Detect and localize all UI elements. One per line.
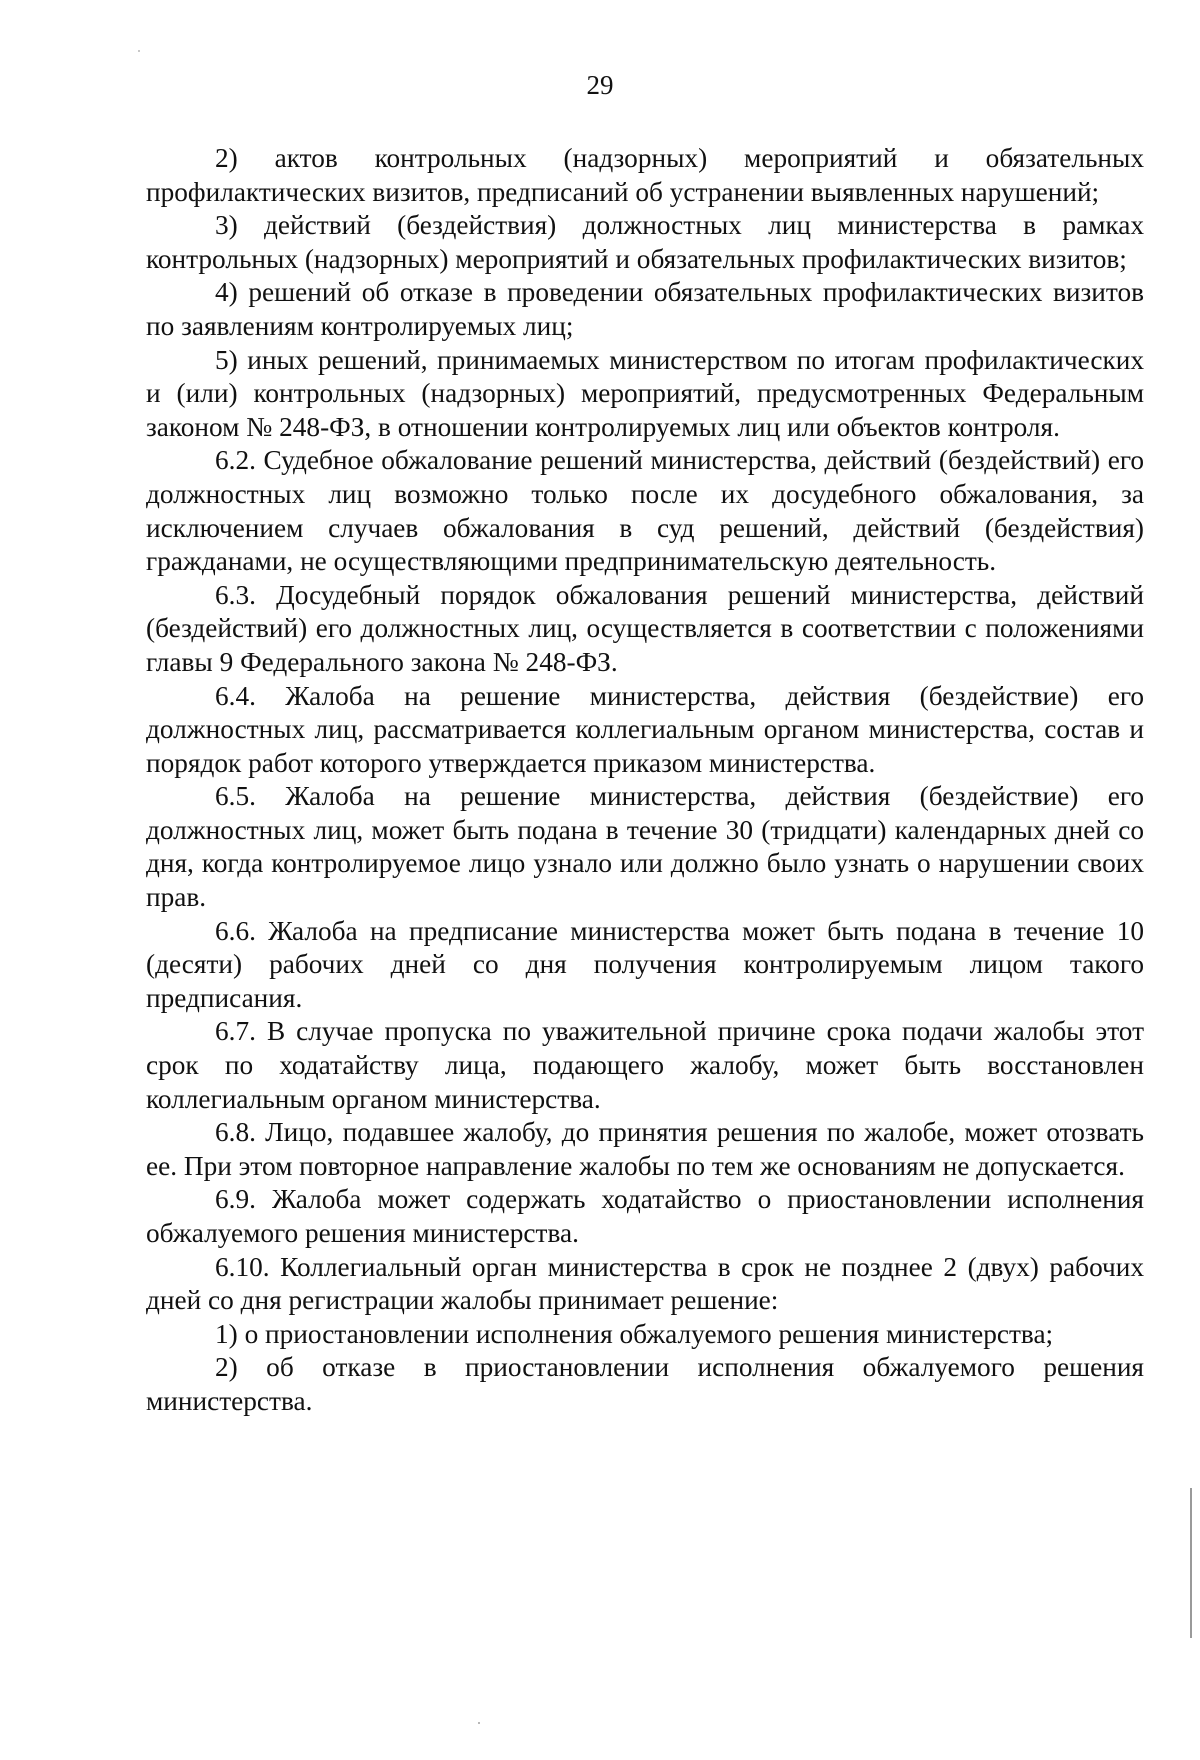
paragraph-6-10-item-1: 1) о приостановлении исполнения обжалуемого решения министерства;	[215, 1318, 1054, 1349]
document-body	[146, 142, 1144, 1419]
paragraph-6-7: 6.7. В случае пропуска по уважительной причине срока подачи жалобы этот срок по ходатайству лица, подающего жалобу, может быть восстановлен коллегиальным органом министерства.	[146, 1016, 1144, 1114]
paragraph-6-6: 6.6. Жалоба на предписание министерства может быть подана в течение 10 (десяти) рабочих дней со дня получения контролируемым лицом такого предписания.	[146, 915, 1144, 1013]
scan-edge-line	[1190, 1488, 1192, 1638]
paragraph-6-2: 6.2. Судебное обжалование решений министерства, действий (бездействий) его должностных лиц возможно только после их досудебного обжалования, за исключением случаев обжалования в суд решений, действий (бездействия) гражданами, не осуществляющими предпринимательскую деятельность.	[146, 445, 1144, 577]
paragraph-6-9: 6.9. Жалоба может содержать ходатайство о приостановлении исполнения обжалуемого решения министерства.	[146, 1184, 1144, 1248]
paragraph-item-2: 2) актов контрольных (надзорных) мероприятий и обязательных профилактических визитов, предписаний об устранении выявленных нарушений;	[146, 143, 1144, 207]
paragraph-item-3: 3) действий (бездействия) должностных лиц министерства в рамках контрольных (надзорных) мероприятий и обязательных профилактических визитов;	[146, 210, 1144, 274]
paragraph-6-5: 6.5. Жалоба на решение министерства, действия (бездействие) его должностных лиц, может быть подана в течение 30 (тридцати) календарных дней со дня, когда контролируемое лицо узнало или должно было узнать о нарушении своих прав.	[146, 781, 1144, 913]
paragraph-item-5: 5) иных решений, принимаемых министерством по итогам профилактических и (или) контрольных (надзорных) мероприятий, предусмотренных Федеральным законом № 248-ФЗ, в отношении контролируемых лиц или объектов контроля.	[146, 344, 1144, 442]
page-number: 29	[586, 70, 614, 100]
paragraph-item-4: 4) решений об отказе в проведении обязательных профилактических визитов по заявлениям контролируемых лиц;	[146, 277, 1144, 341]
paragraph-6-4: 6.4. Жалоба на решение министерства, действия (бездействие) его должностных лиц, рассматривается коллегиальным органом министерства, состав и порядок работ которого утверждается приказом министерства.	[146, 680, 1144, 778]
paragraph-6-8: 6.8. Лицо, подавшее жалобу, до принятия решения по жалобе, может отозвать ее. При этом повторное направление жалобы по тем же основаниям не допускается.	[146, 1117, 1144, 1181]
scan-speck	[138, 50, 140, 52]
scan-speck	[478, 1722, 480, 1724]
paragraph-6-10: 6.10. Коллегиальный орган министерства в срок не позднее 2 (двух) рабочих дней со дня регистрации жалобы принимает решение:	[146, 1251, 1144, 1316]
paragraph-6-10-item-2: 2) об отказе в приостановлении исполнения обжалуемого решения министерства.	[146, 1352, 1144, 1416]
paragraph-6-3: 6.3. Досудебный порядок обжалования решений министерства, действий (бездействий) его должностных лиц, осуществляется в соответствии с положениями главы 9 Федерального закона № 248-ФЗ.	[146, 579, 1144, 677]
